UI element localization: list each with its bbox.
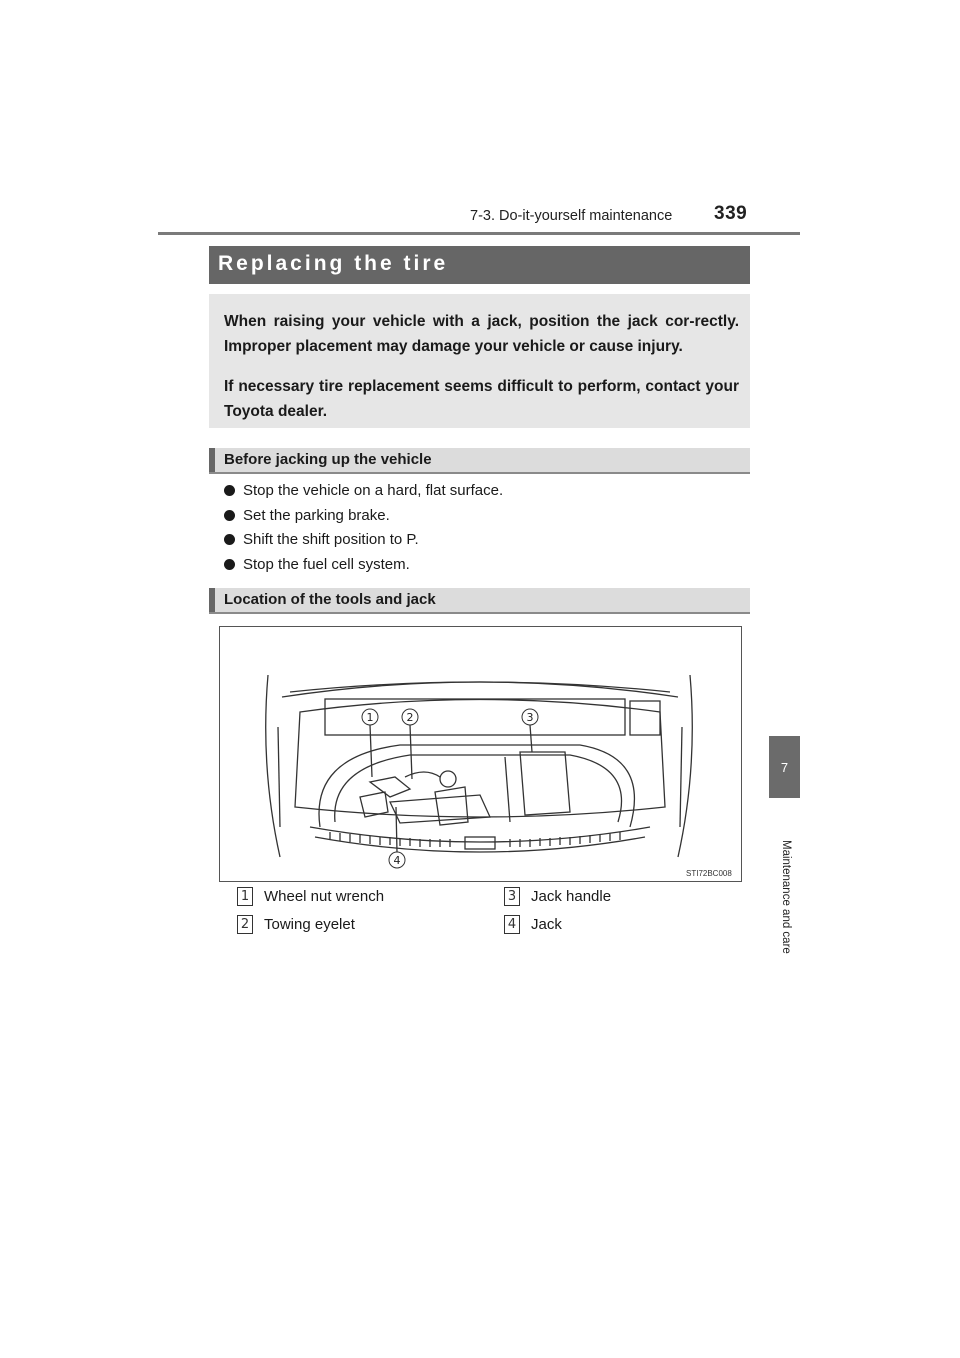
legend-item bbox=[504, 915, 562, 934]
page-title: Replacing the tire bbox=[218, 252, 449, 275]
bullet-item: Stop the vehicle on a hard, flat surface. bbox=[224, 482, 503, 499]
subheading-location: Location of the tools and jack bbox=[224, 591, 436, 608]
section-title: 7-3. Do-it-yourself maintenance bbox=[470, 208, 673, 224]
callout-4: 4 bbox=[393, 854, 401, 867]
trunk-drawing bbox=[220, 627, 741, 881]
legend-item bbox=[237, 915, 355, 934]
legend-label: Jack handle bbox=[531, 888, 612, 905]
legend-item bbox=[504, 887, 611, 906]
chapter-label: Maintenance and care bbox=[780, 840, 792, 954]
legend-label: Jack bbox=[531, 916, 562, 933]
bullet-icon bbox=[224, 485, 235, 496]
figure-code: STI72BC008 bbox=[686, 869, 732, 878]
bullet-item: Stop the fuel cell system. bbox=[224, 556, 410, 573]
page-number: 339 bbox=[714, 203, 748, 224]
legend-number: 2 bbox=[237, 915, 253, 934]
bullet-icon bbox=[224, 534, 235, 545]
legend-number: 3 bbox=[504, 887, 520, 906]
intro-paragraph-2: If necessary tire replacement seems difficult to perform, contact your Toyota dealer. bbox=[224, 378, 739, 420]
subheading-accent bbox=[209, 448, 215, 472]
bullet-item: Set the parking brake. bbox=[224, 507, 390, 524]
callout-1: 1 bbox=[366, 711, 374, 724]
intro-paragraph-1: When raising your vehicle with a jack, position the jack cor-rectly. Improper placement may damage your vehicle or cause injury. bbox=[224, 313, 739, 355]
bullet-icon bbox=[224, 510, 235, 521]
callout-3: 3 bbox=[526, 711, 534, 724]
trunk-illustration bbox=[219, 626, 742, 882]
legend-item bbox=[237, 887, 384, 906]
bullet-icon bbox=[224, 559, 235, 570]
legend-label: Towing eyelet bbox=[264, 916, 355, 933]
chapter-tab: 7 bbox=[769, 736, 800, 798]
legend-number: 1 bbox=[237, 887, 253, 906]
legend-number: 4 bbox=[504, 915, 520, 934]
callout-2: 2 bbox=[406, 711, 414, 724]
subheading-before-jacking: Before jacking up the vehicle bbox=[224, 451, 432, 468]
header-rule bbox=[158, 232, 800, 235]
bullet-item: Shift the shift position to P. bbox=[224, 531, 419, 548]
subheading-accent bbox=[209, 588, 215, 612]
legend-label: Wheel nut wrench bbox=[264, 888, 385, 905]
chapter-label-box bbox=[751, 808, 817, 954]
